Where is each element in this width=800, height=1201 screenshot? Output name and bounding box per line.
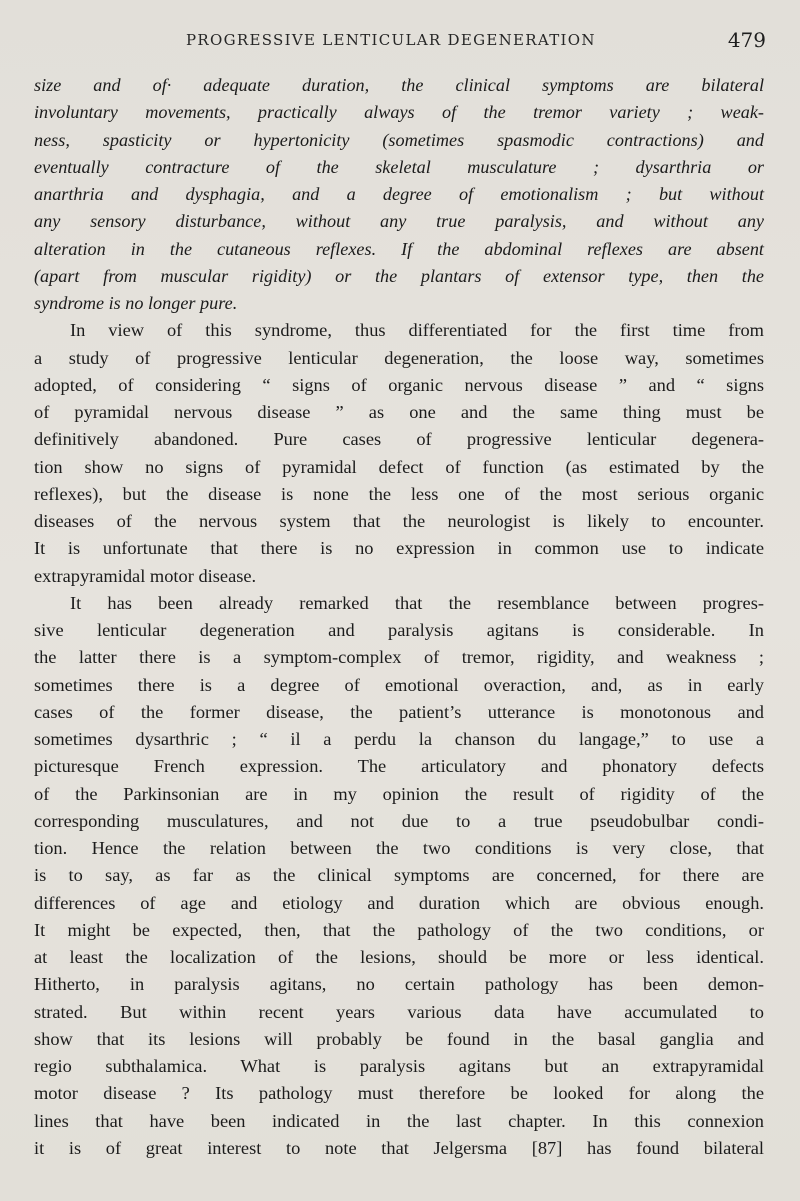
text-line: of pyramidal nervous disease ” as one and the same thing must be [34,402,764,422]
text-line: of the Parkinsonian are in my opinion the result of rigidity of the [34,783,764,804]
text-line: picturesque French expression. The articulatory and phonatory defects [34,756,764,777]
text-line: It is unfortunate that there is no expression in common use to indicate [34,538,764,559]
text-line: syndrome is no longer pure. [34,293,238,313]
text-line: involuntary movements, practically always of the tremor variety ; weak- [34,102,764,123]
text-line: a study of progressive lenticular degeneration, the loose way, sometimes [34,347,764,368]
text-line: Hitherto, in paralysis agitans, no certain pathology has been demon- [34,974,764,995]
text-line: any sensory disturbance, without any true paralysis, and without any [34,211,764,232]
paragraph-syndrome [34,317,764,590]
text-line: differences of age and etiology and duration which are obvious enough. [34,892,764,913]
text-line: sometimes there is a degree of emotional overaction, and, as in early [34,674,764,695]
paragraph-italic-continuation [34,72,764,317]
text-line: it is of great interest to note that Jelgersma [87] has found bilateral [34,1137,764,1158]
page-header [36,28,766,58]
text-line: definitively abandoned. Pure cases of progressive lenticular degenera- [34,429,764,450]
paragraph-paralysis-agitans [34,590,764,1162]
text-line: extrapyramidal motor disease. [34,565,257,586]
text-line: adopted, of considering “ signs of organic nervous disease ” and “ signs [34,374,764,395]
text-line: It might be expected, then, that the pathology of the two conditions, or [34,919,764,940]
text-line: lines that have been indicated in the last chapter. In this connexion [34,1110,764,1131]
page-number: 479 [727,28,766,52]
text-line: tion. Hence the relation between the two conditions is very close, that [34,838,764,858]
text-line: tion show no signs of pyramidal defect of function (as estimated by the [34,456,764,477]
text-line: It has been already remarked that the resemblance between progres- [70,592,764,613]
text-line: ness, spasticity or hypertonicity (sometimes spasmodic contractions) and [34,129,764,150]
text-line: the latter there is a symptom-complex of tremor, rigidity, and weakness ; [34,647,764,668]
text-line: (apart from muscular rigidity) or the plantars of extensor type, then the [34,265,764,286]
body-text [34,72,764,1162]
text-line: size and of· adequate duration, the clinical symptoms are bilateral [34,75,764,95]
text-line: reflexes), but the disease is none the less one of the most serious organic [34,483,764,504]
text-line: anarthria and dysphagia, and a degree of emotionalism ; but without [34,184,764,204]
text-line: is to say, as far as the clinical symptoms are concerned, for there are [34,865,764,886]
text-line: motor disease ? Its pathology must therefore be looked for along the [34,1083,764,1104]
text-line: sive lenticular degeneration and paralysis agitans is considerable. In [34,620,764,640]
text-line: show that its lesions will probably be found in the basal ganglia and [34,1028,764,1049]
text-line: diseases of the nervous system that the neurologist is likely to encounter. [34,511,764,531]
text-line: alteration in the cutaneous reflexes. If the abdominal reflexes are absent [34,238,764,259]
text-line: eventually contracture of the skeletal musculature ; dysarthria or [34,156,764,177]
text-line: regio subthalamica. What is paralysis agitans but an extrapyramidal [34,1056,764,1076]
text-line: In view of this syndrome, thus differentiated for the first time from [70,320,764,341]
text-line: at least the localization of the lesions, should be more or less identical. [34,947,764,967]
text-line: cases of the former disease, the patient’s utterance is monotonous and [34,701,764,722]
text-line: strated. But within recent years various data have accumulated to [34,1001,764,1022]
text-line: sometimes dysarthric ; “ il a perdu la chanson du langage,” to use a [34,729,764,749]
running-title: PROGRESSIVE LENTICULAR DEGENERATION [186,31,596,49]
text-line: corresponding musculatures, and not due to a true pseudobulbar condi- [34,810,764,831]
